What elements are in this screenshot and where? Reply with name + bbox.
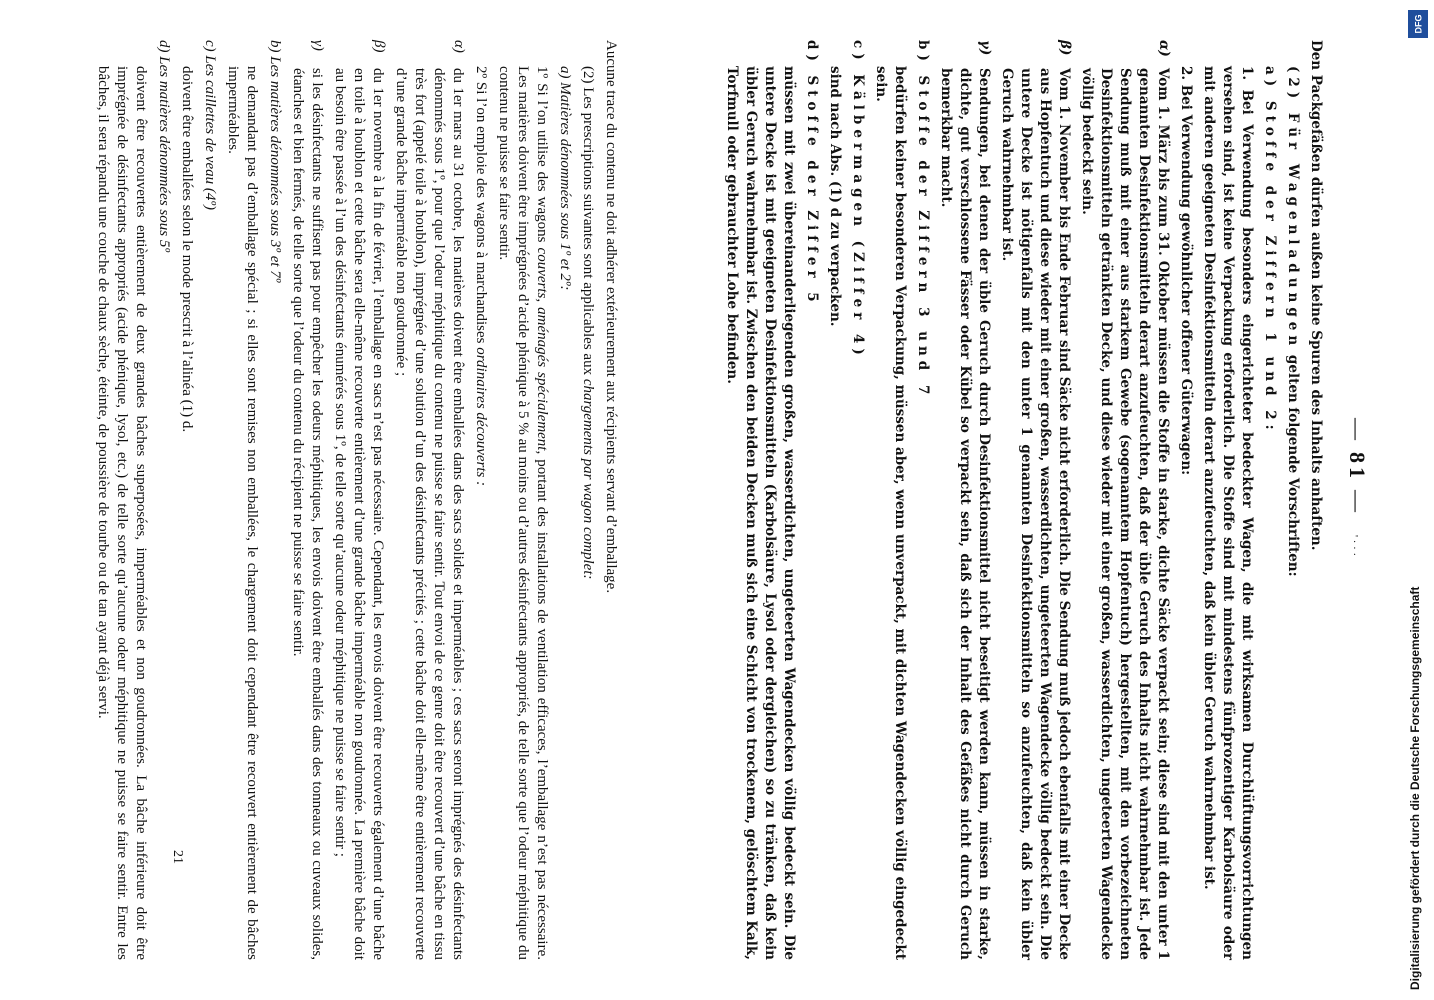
footer-page-number: 21: [170, 850, 185, 864]
german-text: [724, 40, 1325, 960]
fr-item-beta: β) du 1er novembre à la fin de février, l’emballage en sacs n’est pas nécessaire. Cependant, les envois doivent être recouverts également d’une bâche en toile à houblon et cette bâche sera elle-même recouverte entièrement d’une grande bâche imperméable non goudronnée. La première bâche doit au besoin être passée à l’un des désinfectants énumérés sous 1º, de telle sorte qu’aucune odeur méphitique ne puisse se faire sentir ;: [332, 40, 387, 960]
de-item-c: sind nach Abs. (1) d zu verpacken.: [827, 66, 843, 327]
de-item-a1: 1. Bei Verwendung besonders eingerichteter bedeckter Wagen, die mit wirksamen Durchlüftungsvorrichtungen versehen sind, ist keine Verpackung erforderlich. Die Stoffe sind mit mindestens fünfprozentiger Karbolsäure oder mit anderen geeigneten Desinfektionsmitteln derart anzufeuchten, daß kein übler Geruch wahrnehmbar ist.: [1201, 66, 1255, 960]
fr-heading-b: b) Les matières dénommées sous 3º et 7º: [267, 40, 283, 283]
page-number: —81—: [1345, 418, 1370, 516]
fr-heading-d: d) Les matières dénommées sous 5º: [156, 40, 172, 252]
de-paragraph-1: Den Packgefäßen dürfen außen keine Spuren des Inhalts anhaften.: [1308, 40, 1324, 551]
de-heading-b: b) Stoffe der Ziffern 3 und 7: [915, 40, 931, 400]
digitization-credit: Digitalisierung gefördert durch die Deutsche Forschungsgemeinschaft: [1408, 586, 1422, 990]
de-heading-c: c) Kälbermagen (Ziffer 4): [850, 40, 866, 360]
digitization-credit-strip: [1408, 10, 1428, 990]
page-marks: ' · · ·: [1348, 535, 1360, 557]
de-heading-a: a) Stoffe der Ziffern 1 und 2:: [1262, 66, 1278, 435]
de-item-a2: 2. Bei Verwendung gewöhnlicher offener Güterwagen:: [1178, 66, 1194, 476]
fr-item-d: doivent être recouvertes entièrement de deux grandes bâches superposées, imperméables et non goudronnées. La bâche inférieure doit être imprégnée de désinfectants appropriés (acide phénique, lysol, etc.) de telle sorte qu’aucune odeur méphitique ne puisse se faire sentir. Entre les bâches, il sera répandu une couche de chaux sèche, éteinte, de poussière de tourbe ou de tan ayant déjà servi.: [95, 66, 149, 960]
rotated-page: [80, 30, 1380, 990]
fr-item-alpha: α) du 1er mars au 31 octobre, les matières doivent être emballées dans des sacs solides et imperméables ; ces sacs seront imprégnés des désinfectants dénommés sous 1º, pour que l’odeur méphitique du contenu ne puisse se faire sentir. Tout envoi de ce genre doit être recouvert d’une bâche en tissu très fort (appelé toile à houblon), imprégnée d’une solution d’un des désinfectants précités ; cette bâche doit elle-même être entièrement recouverte d’une grande bâche imperméable non goudronnée ;: [393, 40, 467, 960]
fr-item-b: ne demandant pas d’emballage spécial ; si elles sont remises non emballées, le chargement doit cependant être recouvert entièrement de bâches imperméables.: [225, 66, 260, 960]
fr-heading-a: a) Matières dénommées sous 1º et 2º:: [557, 66, 573, 291]
fr-paragraph-1: Aucune trace du contenu ne doit adhérer extérieurement aux récipients servant d’emballage.: [603, 40, 619, 594]
de-item-b: bedürfen keiner besonderen Verpackung, müssen aber, wenn unverpackt, mit dichten Wagendecken völlig eingedeckt sein.: [873, 66, 908, 960]
de-paragraph-2: (2) Für Wagenladungen gelten folgende Vorschriften:: [1285, 66, 1301, 577]
de-item-alpha: α) Vom 1. März bis zum 31. Oktober müssen die Stoffe in starke, dichte Säcke verpackt sein; diese sind mit den unter 1 genannten Desinfektionsmitteln derart anzufeuchten, daß der üble Geruch des Inhalts nicht wahrnehmbar ist. Jede Sendung muß mit einer aus starkem Gewebe (sogenanntem Hopfentuch) hergestellten, mit den vorbezeichneten Desinfektionsmitteln getränkten Decke, und diese wieder mit einer großen, wasserdichten, ungeteerten Wagendecke völlig bedeckt sein.: [1079, 40, 1172, 960]
dfg-logo: DFG: [1408, 10, 1428, 38]
de-item-beta: β) Vom 1. November bis Ende Februar sind Säcke nicht erforderlich. Die Sendung muß jedoch ebenfalls mit einer Decke aus Hopfentuch und diese wieder mit einer großen, wasserdichten, ungeteerten Wagendecke völlig bedeckt sein. Die untere Decke ist nötigenfalls mit den unter 1 genannten Desinfektionsmitteln so anzufeuchten, daß kein übler Geruch wahrnehmbar ist.: [999, 40, 1073, 960]
de-heading-d: d) Stoffe der Ziffer 5: [804, 40, 820, 307]
fr-item-gamma: γ) si les désinfectants ne suffisent pas pour empêcher les odeurs méphitiques, les envois doivent être emballés dans des tonneaux ou cuveaux solides, étanches et bien fermés, de telle sorte que l’odeur du contenu du récipient ne puisse se faire sentir.: [290, 40, 326, 960]
fr-heading-c: c) Les caillettes de veau (4º): [202, 40, 218, 211]
fr-item-a1: 1º Si l’on utilise des wagons couverts, aménagés spécialement, portant des installations de ventilation efficaces, l’emballage n’est pas nécessaire. Les matières doivent être imprégnées d’acide phénique à 5 % au moins ou d’autres désinfectants appropriés, de telle sorte que l’odeur méphitique du contenu ne puisse se faire sentir.: [496, 66, 550, 960]
fr-item-a2: 2º Si l’on emploie des wagons à marchandises ordinaires découverts :: [473, 66, 489, 487]
de-item-d: müssen mit zwei übereinanderliegenden großen, wasserdichten, ungeteerten Wagendecken völlig bedeckt sein. Die untere Decke ist mit geeigneten Desinfektionsmitteln (Karbolsäure, Lysol oder dergleichen) so zu tränken, daß kein übler Geruch wahrnehmbar ist. Zwischen den beiden Decken muß sich eine Schicht von trockenem, gelöschtem Kalk, Torfmull oder gebrauchter Lohe befinden.: [724, 66, 797, 960]
fr-item-c: doivent être emballées selon le mode prescrit à l’alinéa (1) d.: [179, 66, 195, 433]
de-item-gamma: γ) Sendungen, bei denen der üble Geruch durch Desinfektionsmittel nicht beseitigt werden kann, müssen in starke, dichte, gut verschlossene Fässer oder Kübel so verpackt sein, daß sich der Inhalt des Gefäßes nicht durch Geruch bemerkbar macht.: [938, 40, 993, 960]
french-text: [95, 40, 620, 960]
fr-paragraph-2: (2) Les prescriptions suivantes sont applicables aux chargements par wagon complet:: [580, 66, 596, 580]
